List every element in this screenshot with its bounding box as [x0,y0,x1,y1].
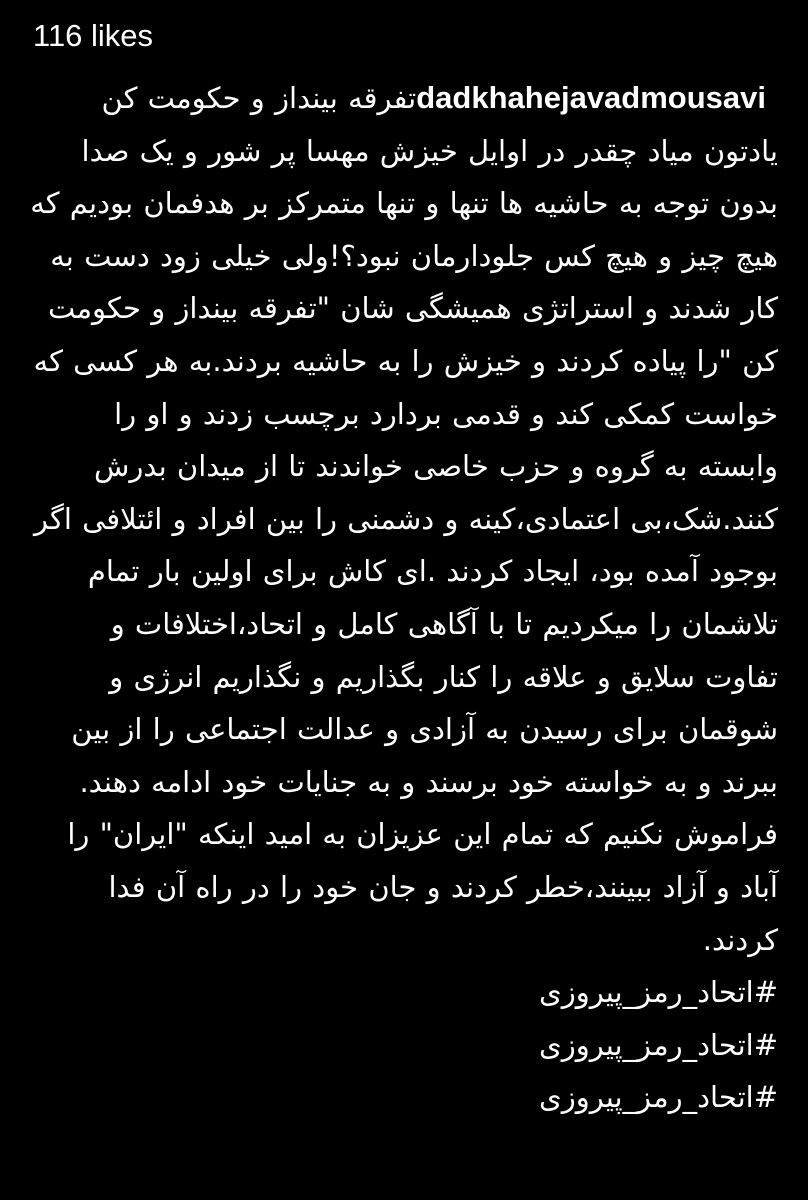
caption-paragraph-1 [30,72,778,808]
post-caption [30,72,778,1124]
hashtag-link[interactable]: #اتحاد_رمز_پیروزی [539,1027,778,1062]
hashtag-link[interactable]: #اتحاد_رمز_پیروزی [539,975,778,1010]
hashtag-link[interactable]: #اتحاد_رمز_پیروزی [539,1080,778,1115]
caption-paragraph-2: فراموش نکنیم که تمام این عزیزان به امید اینکه "ایران" را آباد و آزاد ببینند،خطر کردند و جان خود را در راه آن فدا کردند. [67,817,778,957]
caption-text-1: تفرقه بینداز و حکومت کن یادتون میاد چقدر در اوایل خیزش مهسا پر شور و یک صدا بدون توجه به حاشیه ها تنها و تنها متمرکز بر هدفمان بودیم که هیچ چیز و هیچ کس جلودارمان نبود؟!ولی خیلی زود دست به کار شدند و استراتژی همیشگی شان "تفرقه بینداز و حکومت کن "را پیاده کردند و خیزش را به حاشیه بردند.به هر کسی که خواست کمکی کند و قدمی بردارد برچسب زدند و او را وابسته به گروه و حزب خاصی خواندند تا از میدان بدرش کنند.شک،بی اعتمادی،کینه و دشمنی را بین افراد و ائتلافی اگر بوجود آمده بود، ایجاد کردند .ای کاش برای اولین بار تمام تلاشمان را میکردیم تا با آگاهی کامل و اتحاد،اختلافات و تفاوت سلایق و علاقه را کنار بگذاریم و نگذاریم انرژی و شوقمان برای رسیدن به آزادی و عدالت اجتماعی را از بین ببرند و به خواسته خود برسند و به جنایات خود ادامه دهند. [30,81,778,799]
likes-count[interactable]: 116 likes [33,18,154,53]
username-link[interactable]: dadkhahejavadmousavi [416,80,766,115]
